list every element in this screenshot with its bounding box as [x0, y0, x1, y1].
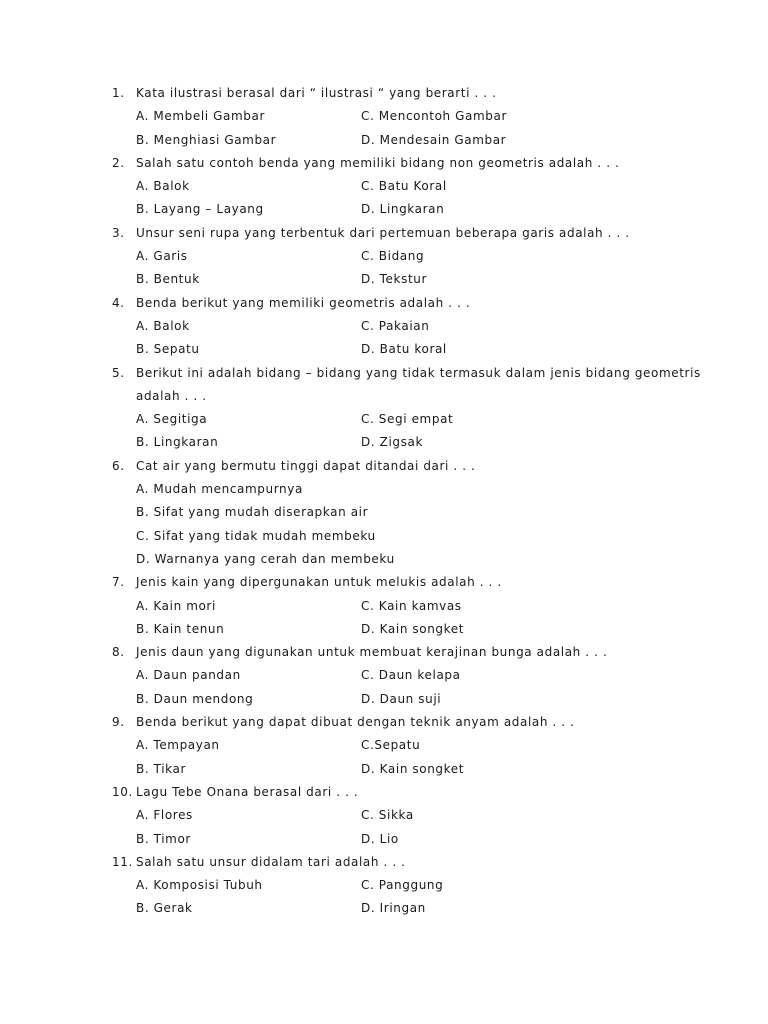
question-continuation	[0, 385, 768, 408]
question-number: 2.	[112, 155, 125, 170]
option-a: A. Daun pandan	[136, 668, 241, 683]
question-number: 11.	[112, 854, 133, 869]
question-5	[0, 362, 768, 385]
options-row	[0, 897, 768, 920]
option-c: C. Kain kamvas	[361, 598, 462, 613]
option-a: A. Balok	[136, 179, 190, 194]
option-b: B. Sifat yang mudah diserapkan air	[136, 505, 369, 520]
option-a: A. Garis	[136, 249, 188, 264]
option-a: A. Flores	[136, 808, 193, 823]
options-row	[0, 688, 768, 711]
question-2	[0, 152, 768, 175]
question-text-continued: adalah . . .	[136, 388, 207, 403]
question-text: Benda berikut yang dapat dibuat dengan teknik anyam adalah . . .	[136, 715, 575, 730]
options-row	[0, 129, 768, 152]
quiz-page	[0, 82, 768, 921]
option-d: D. Iringan	[361, 901, 426, 916]
option-c: C. Mencontoh Gambar	[361, 109, 508, 124]
option-a: A. Kain mori	[136, 598, 216, 613]
question-8	[0, 641, 768, 664]
question-text: Cat air yang bermutu tinggi dapat ditandai dari . . .	[136, 458, 476, 473]
options-row	[0, 595, 768, 618]
options-row	[0, 618, 768, 641]
option-c: C. Batu Koral	[361, 179, 447, 194]
question-text: Unsur seni rupa yang terbentuk dari pertemuan beberapa garis adalah . . .	[136, 225, 630, 240]
option-b: B. Gerak	[136, 901, 193, 916]
option-a: A. Segitiga	[136, 412, 208, 427]
question-number: 9.	[112, 715, 125, 730]
option-c: C. Sifat yang tidak mudah membeku	[136, 528, 376, 543]
option-b: B. Layang – Layang	[136, 202, 264, 217]
options-row	[0, 664, 768, 687]
question-3	[0, 222, 768, 245]
option-row	[0, 525, 768, 548]
question-number: 8.	[112, 645, 125, 660]
option-c: C. Bidang	[361, 249, 425, 264]
question-text: Salah satu contoh benda yang memiliki bidang non geometris adalah . . .	[136, 155, 620, 170]
question-number: 3.	[112, 225, 125, 240]
options-row	[0, 268, 768, 291]
option-d: D. Batu koral	[361, 342, 447, 357]
question-number: 7.	[112, 575, 125, 590]
option-a: A. Membeli Gambar	[136, 109, 265, 124]
options-row	[0, 828, 768, 851]
option-row	[0, 548, 768, 571]
options-row	[0, 245, 768, 268]
question-text: Jenis kain yang dipergunakan untuk melukis adalah . . .	[136, 575, 502, 590]
option-b: B. Lingkaran	[136, 435, 219, 450]
question-11	[0, 851, 768, 874]
option-c: C. Panggung	[361, 878, 444, 893]
options-row	[0, 758, 768, 781]
question-7	[0, 571, 768, 594]
question-4	[0, 292, 768, 315]
option-d: D. Tekstur	[361, 272, 427, 287]
question-text: Berikut ini adalah bidang – bidang yang tidak termasuk dalam jenis bidang geometris	[136, 365, 701, 380]
option-a: A. Tempayan	[136, 738, 220, 753]
option-d: D. Kain songket	[361, 621, 465, 636]
question-number: 6.	[112, 458, 125, 473]
question-1	[0, 82, 768, 105]
option-c: C. Segi empat	[361, 412, 454, 427]
option-c: C. Sikka	[361, 808, 414, 823]
option-d: D. Lio	[361, 831, 399, 846]
option-d: D. Mendesain Gambar	[361, 132, 507, 147]
question-number: 5.	[112, 365, 125, 380]
options-row	[0, 315, 768, 338]
option-b: B. Daun mendong	[136, 691, 254, 706]
options-row	[0, 804, 768, 827]
question-10	[0, 781, 768, 804]
option-b: B. Tikar	[136, 761, 186, 776]
question-text: Kata ilustrasi berasal dari “ ilustrasi “ yang berarti . . .	[136, 86, 497, 100]
option-b: B. Kain tenun	[136, 621, 225, 636]
option-d: D. Kain songket	[361, 761, 465, 776]
question-number: 1.	[112, 86, 125, 100]
options-row	[0, 734, 768, 757]
option-d: D. Zigsak	[361, 435, 423, 450]
option-b: B. Menghiasi Gambar	[136, 132, 277, 147]
option-d: D. Warnanya yang cerah dan membeku	[136, 551, 395, 566]
option-row	[0, 478, 768, 501]
option-c: C. Daun kelapa	[361, 668, 461, 683]
option-a: A. Komposisi Tubuh	[136, 878, 263, 893]
option-c: C.Sepatu	[361, 738, 421, 753]
options-row	[0, 874, 768, 897]
question-text: Benda berikut yang memiliki geometris adalah . . .	[136, 295, 471, 310]
question-text: Lagu Tebe Onana berasal dari . . .	[136, 784, 359, 799]
option-c: C. Pakaian	[361, 318, 430, 333]
option-a: A. Balok	[136, 318, 190, 333]
option-d: D. Lingkaran	[361, 202, 445, 217]
option-b: B. Timor	[136, 831, 191, 846]
question-9	[0, 711, 768, 734]
options-row	[0, 338, 768, 361]
option-b: B. Bentuk	[136, 272, 200, 287]
options-row	[0, 198, 768, 221]
options-row	[0, 105, 768, 128]
option-d: D. Daun suji	[361, 691, 442, 706]
question-6	[0, 455, 768, 478]
options-row	[0, 431, 768, 454]
question-text: Jenis daun yang digunakan untuk membuat kerajinan bunga adalah . . .	[136, 645, 608, 660]
option-b: B. Sepatu	[136, 342, 200, 357]
question-number: 4.	[112, 295, 125, 310]
question-number: 10.	[112, 784, 133, 799]
options-row	[0, 408, 768, 431]
options-row	[0, 175, 768, 198]
option-a: A. Mudah mencampurnya	[136, 482, 303, 497]
question-text: Salah satu unsur didalam tari adalah . . .	[136, 854, 406, 869]
option-row	[0, 501, 768, 524]
